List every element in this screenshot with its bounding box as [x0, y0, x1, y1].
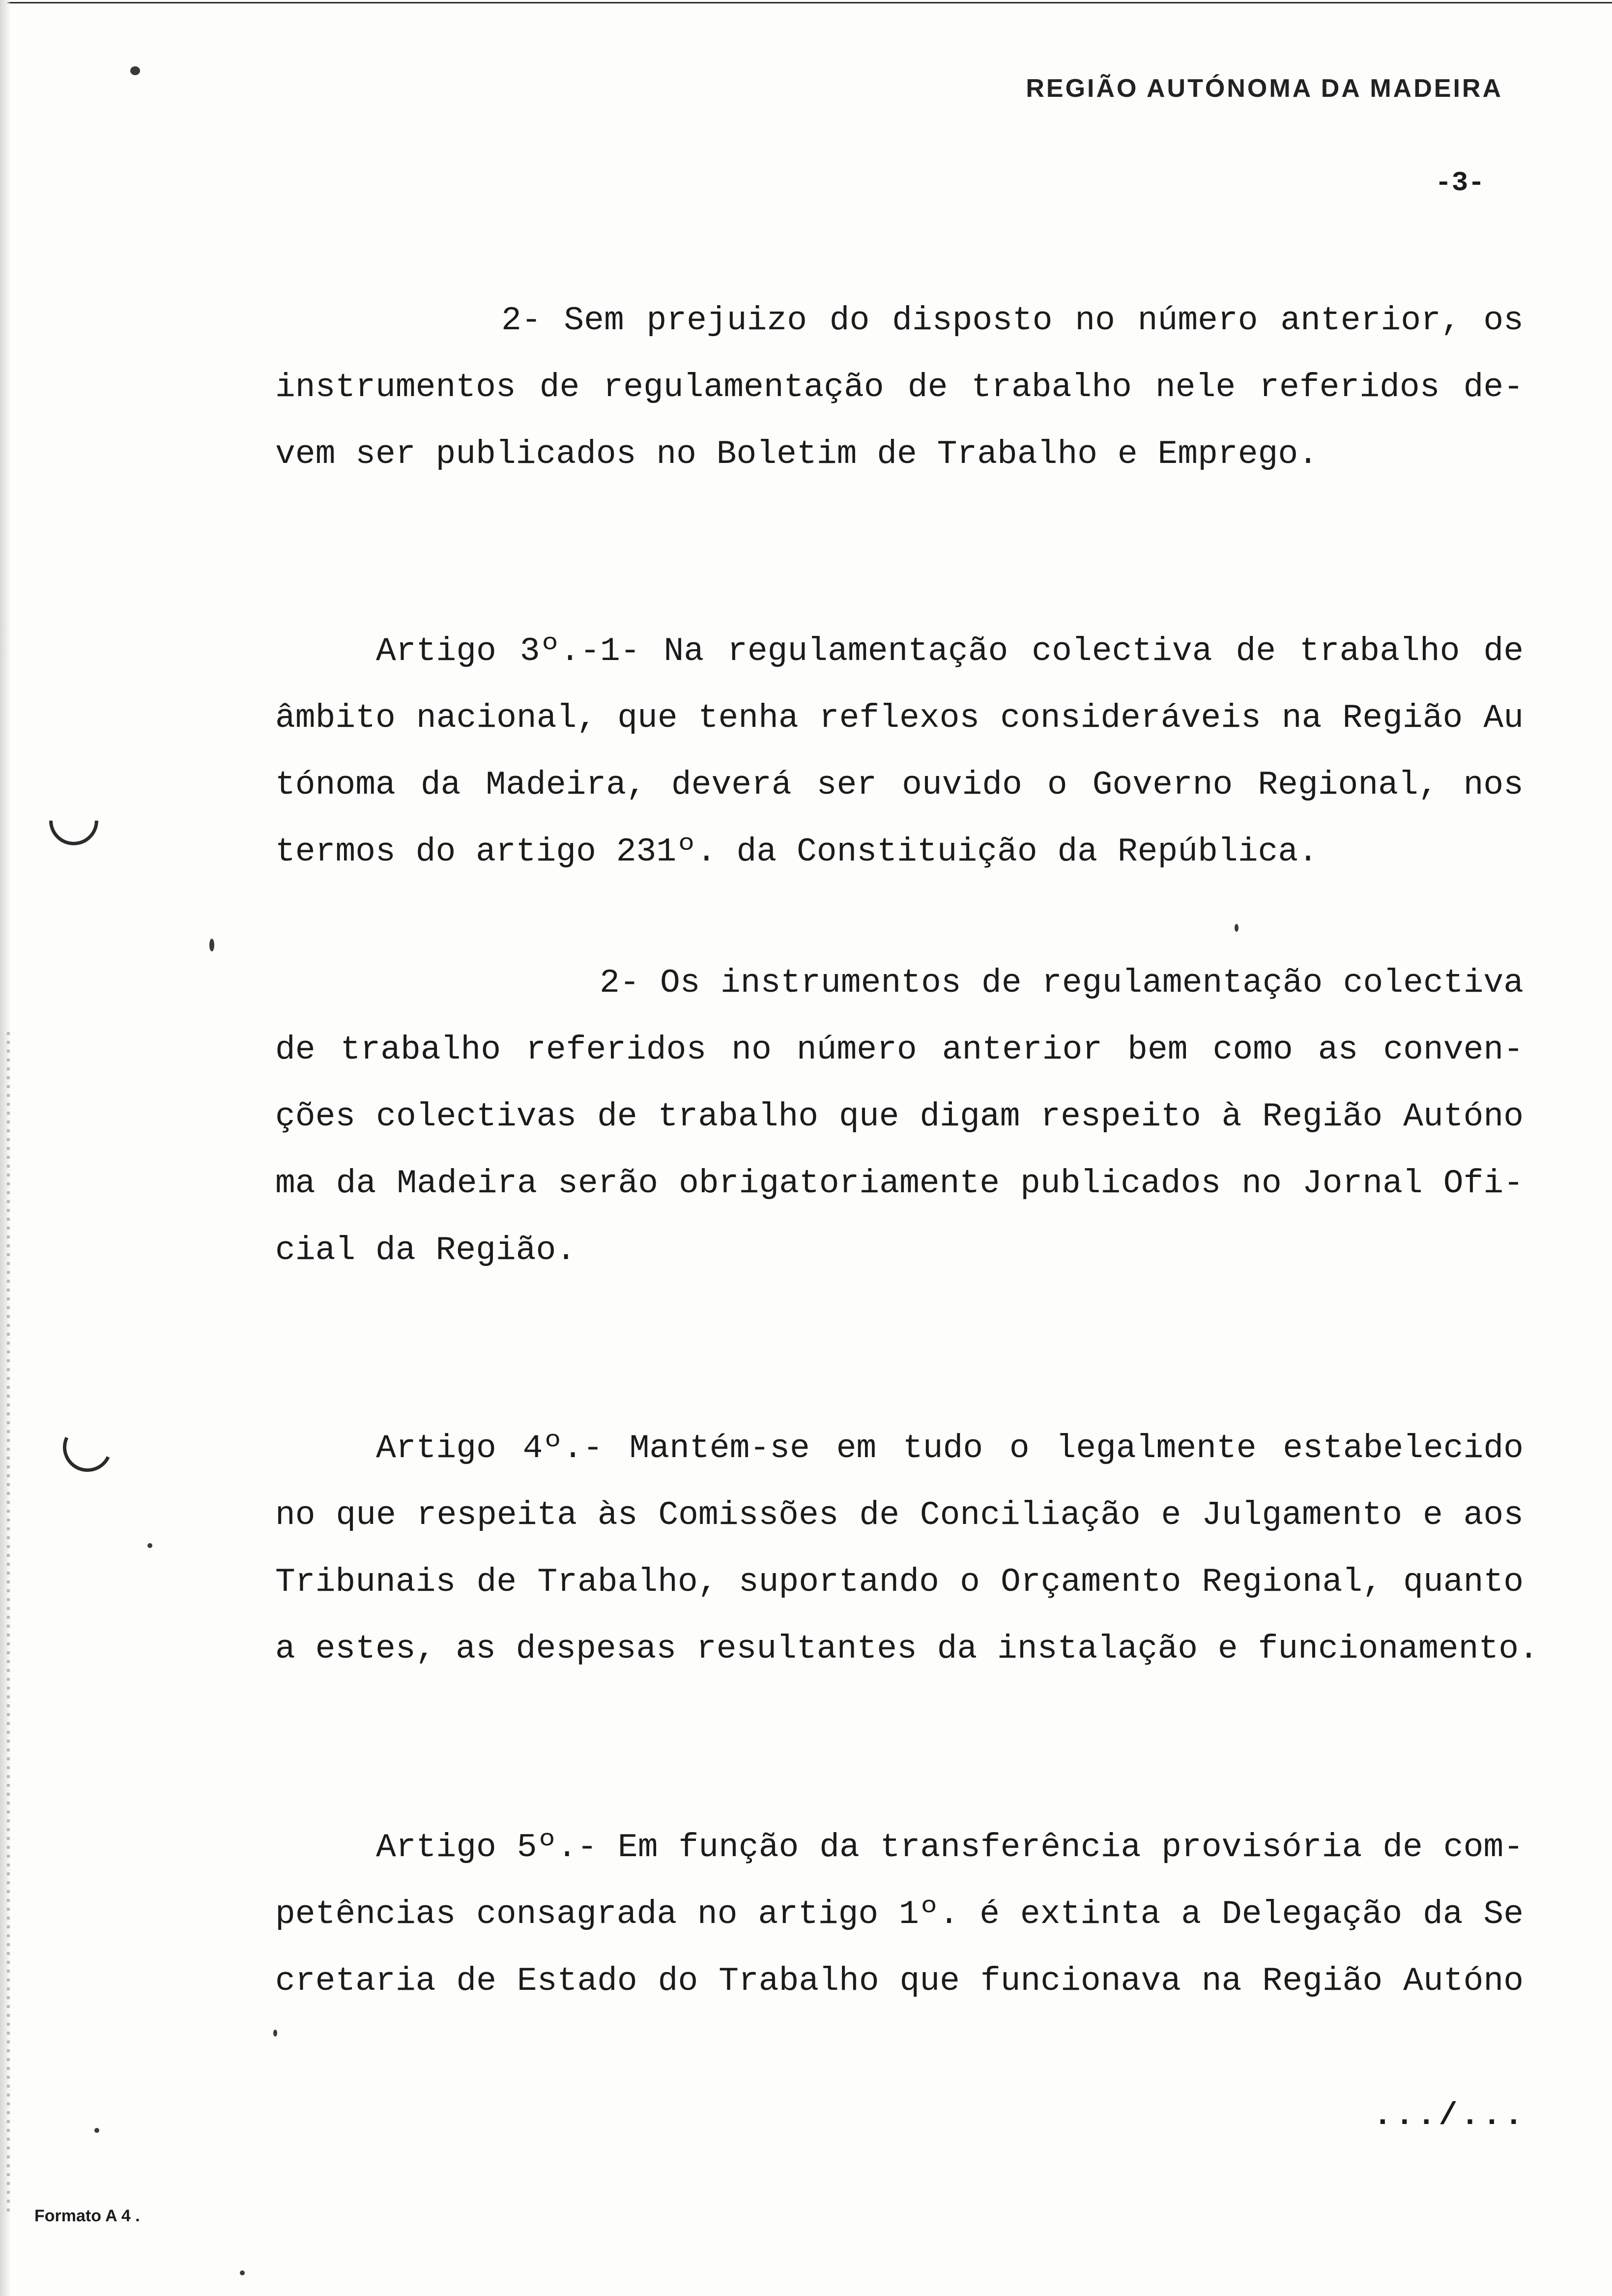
text-line: a estes, as despesas resultantes da instalação e funcionamento. — [275, 1630, 1539, 1668]
text-line: Artigo 4º.- Mantém-se em tudo o legalmente estabelecido — [376, 1430, 1524, 1467]
text-line: vem ser publicados no Boletim de Trabalho e Emprego. — [275, 435, 1318, 473]
scan-speck — [94, 2128, 99, 2133]
scan-speck — [273, 2030, 277, 2037]
document-header: REGIÃO AUTÓNOMA DA MADEIRA — [1026, 74, 1503, 103]
text-line: Tribunais de Trabalho, suportando o Orçamento Regional, quanto — [275, 1563, 1524, 1601]
text-line: petências consagrada no artigo 1º. é extinta a Delegação da Se — [275, 1895, 1524, 1933]
text-line: 2- Sem prejuizo do disposto no número anterior, os — [501, 302, 1524, 340]
scan-speck — [147, 1543, 152, 1548]
paper-format-label: Formato A 4 . — [34, 2207, 140, 2225]
text-line: no que respeita às Comissões de Conciliação e Julgamento e aos — [275, 1496, 1524, 1534]
paragraph-art3-n2 — [275, 950, 1524, 1284]
text-line: ma da Madeira serão obrigatoriamente publicados no Jornal Ofi- — [275, 1165, 1524, 1203]
text-line: cretaria de Estado do Trabalho que funcionava na Região Autóno — [275, 1962, 1524, 2000]
page-number: -3- — [1435, 167, 1485, 199]
text-line: 2- Os instrumentos de regulamentação colectiva — [600, 964, 1524, 1002]
scan-speck — [1235, 924, 1238, 932]
scan-edge-noise — [7, 1032, 10, 2211]
text-line: Artigo 3º.-1- Na regulamentação colectiva de trabalho de — [376, 632, 1524, 670]
paragraph-art5 — [275, 1814, 1524, 2015]
paragraph-art4 — [275, 1415, 1539, 1683]
text-line: âmbito nacional, que tenha reflexos consideráveis na Região Au — [275, 699, 1524, 737]
text-line: tónoma da Madeira, deverá ser ouvido o Governo Regional, nos — [275, 766, 1524, 804]
scan-speck — [209, 939, 214, 951]
scan-speck — [130, 66, 140, 75]
text-line: de trabalho referidos no número anterior bem como as conven- — [275, 1031, 1524, 1069]
text-line: ções colectivas de trabalho que digam respeito à Região Autóno — [275, 1098, 1524, 1136]
text-line: Artigo 5º.- Em função da transferência provisória de com- — [376, 1829, 1524, 1866]
continuation-mark: .../... — [1373, 2098, 1526, 2134]
top-border-line — [0, 2, 1612, 3]
text-line: instrumentos de regulamentação de trabalho nele referidos de- — [275, 369, 1524, 406]
scan-speck — [240, 2270, 245, 2275]
punch-hole-mark — [56, 1416, 119, 1479]
paragraph-art2-n2 — [275, 287, 1524, 488]
text-line: cial da Região. — [275, 1232, 576, 1269]
paragraph-art3-n1 — [275, 618, 1524, 886]
punch-hole-mark — [39, 786, 108, 855]
text-line: termos do artigo 231º. da Constituição da República. — [275, 833, 1318, 871]
